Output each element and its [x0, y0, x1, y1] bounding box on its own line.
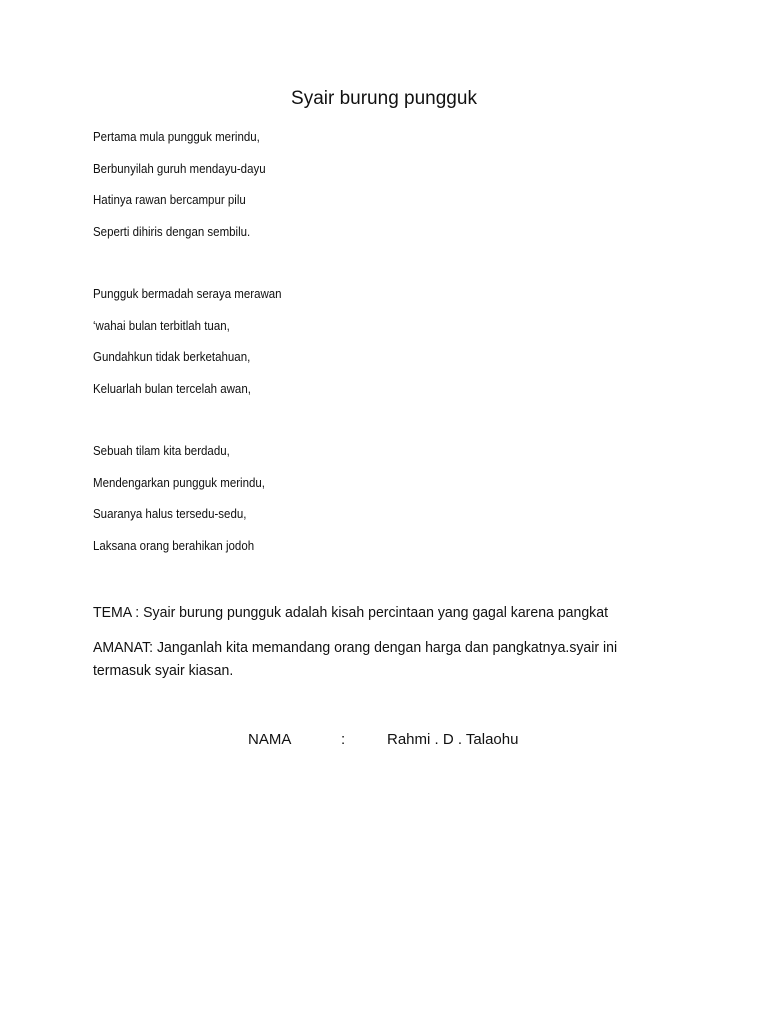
poem-line: Laksana orang berahikan jodoh: [93, 538, 255, 553]
tema-paragraph: TEMA : Syair burung pungguk adalah kisah percintaan yang gagal karena pangkat: [93, 604, 609, 621]
name-label: NAMA: [248, 731, 292, 748]
poem-line: Hatinya rawan bercampur pilu: [93, 193, 246, 207]
poem-line: Berbunyilah guruh mendayu-dayu: [93, 161, 266, 176]
amanat-paragraph: AMANAT: Janganlah kita memandang orang dengan harga dan pangkatnya.syair ini termasuk syair kiasan.: [93, 639, 618, 679]
poem-line: Pertama mula pungguk merindu,: [93, 130, 260, 144]
stanza-1: [93, 129, 281, 255]
poem-line: Seperti dihiris dengan sembilu.: [93, 224, 251, 239]
poem-line: Gundahkun tidak berketahuan,: [93, 350, 251, 364]
name-separator: :: [341, 731, 346, 748]
poem-line: Pungguk bermadah seraya merawan: [93, 287, 282, 301]
poem-line: ‘wahai bulan terbitlah tuan,: [93, 318, 230, 333]
stanza-2: [93, 286, 298, 412]
poem-line: Keluarlah bulan tercelah awan,: [93, 381, 251, 396]
page-title: Syair burung pungguk: [291, 88, 477, 109]
poem-line: Mendengarkan pungguk merindu,: [93, 475, 265, 490]
poem-line: Suaranya halus tersedu-sedu,: [93, 507, 247, 521]
name-value: Rahmi . D . Talaohu: [387, 731, 519, 748]
poem-line: Sebuah tilam kita berdadu,: [93, 444, 230, 458]
stanza-3: [93, 443, 280, 569]
